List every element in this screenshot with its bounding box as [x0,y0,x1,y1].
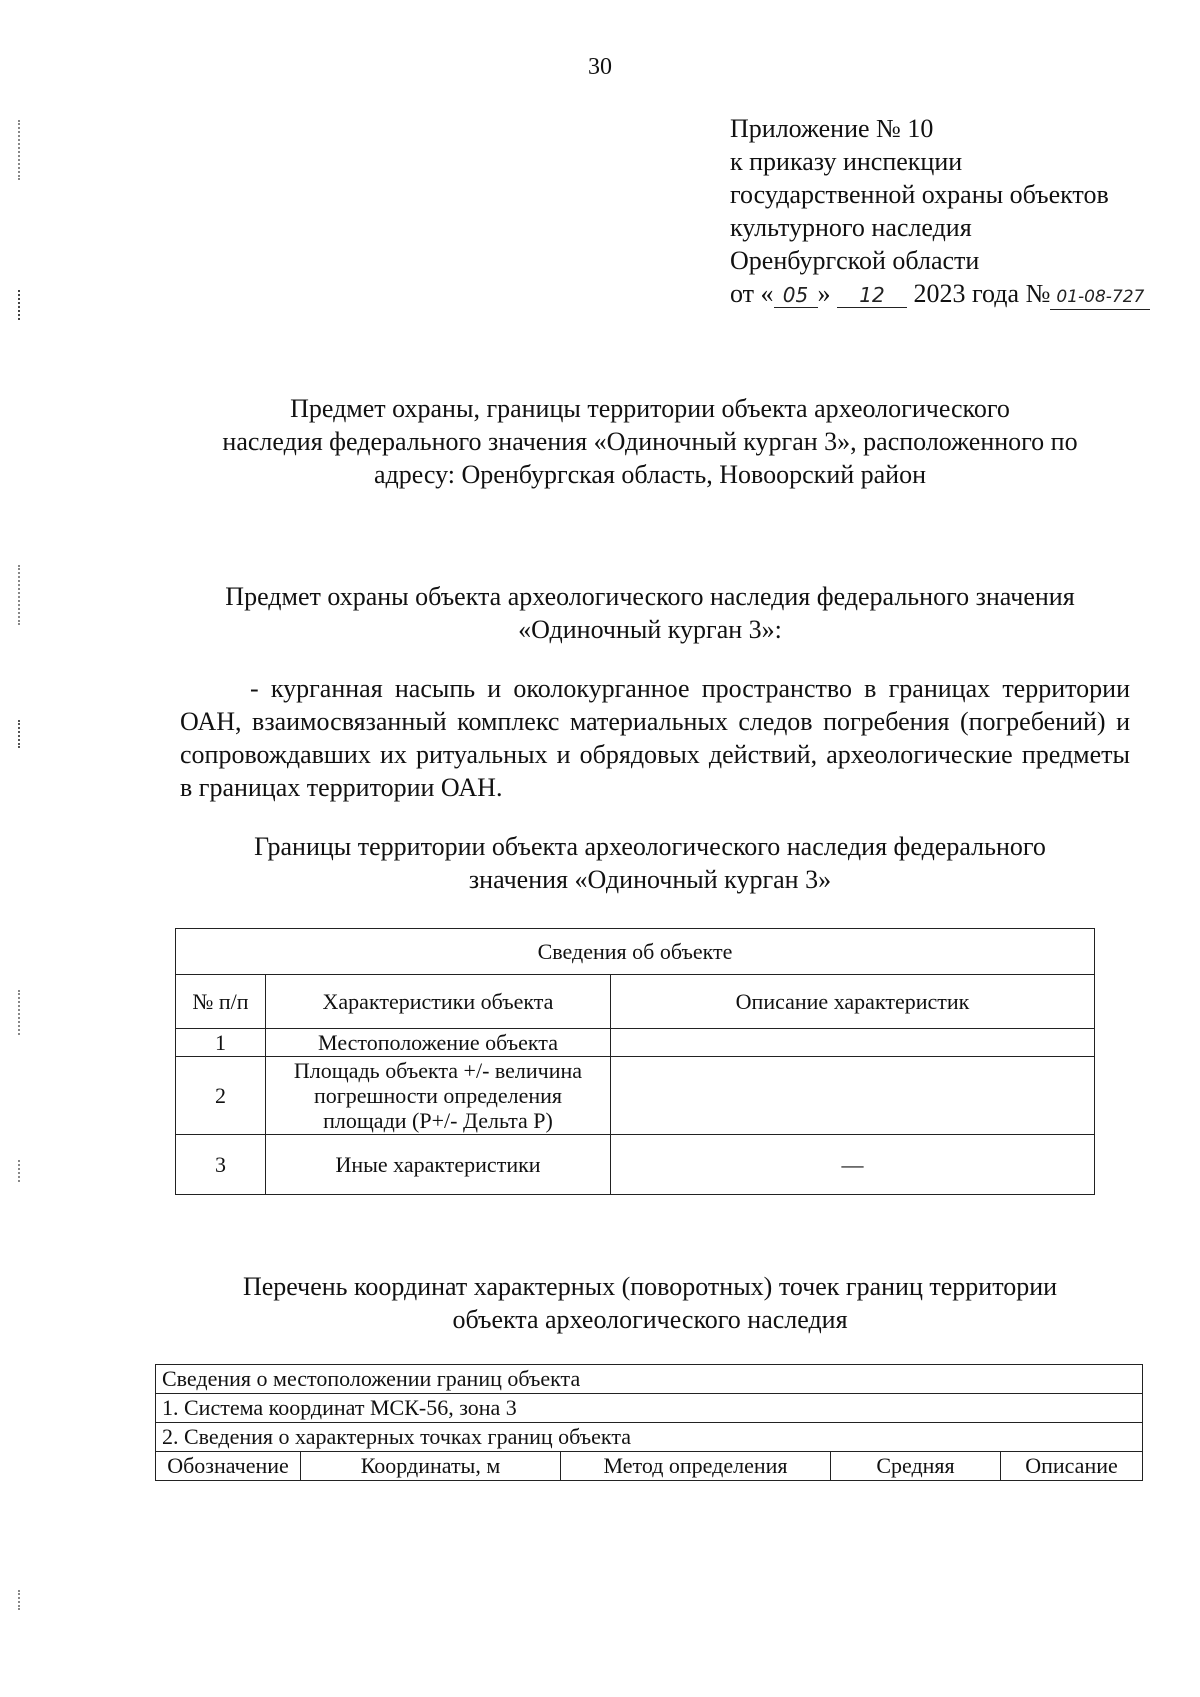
table-row [176,1135,1095,1195]
header-description: Описание характеристик [611,975,1095,1029]
handwritten-month: 12 [837,283,907,308]
handwritten-day: 05 [774,283,818,308]
order-date-line [730,277,1150,310]
date-year: 2023 года № [913,279,1051,308]
appendix-line-2: к приказу инспекции [730,147,963,176]
main-title-line-3: адресу: Оренбургская область, Новоорский район [373,460,927,489]
page-number: 30 [588,54,612,80]
row-desc [611,1029,1095,1057]
row-name: Местоположение объекта [266,1029,611,1057]
coordinates-table [155,1364,1143,1481]
row-desc: — [611,1135,1095,1195]
main-title-line-2: наследия федерального значения «Одиночный курган 3», расположенного по [222,427,1078,456]
handwritten-order-number: 01-08-727 [1050,285,1150,310]
coords-heading-line-2: объекта археологического наследия [452,1305,848,1334]
header-num: № п/п [176,975,266,1029]
row-name: Площадь объекта +/- величина погрешности определения площади (Р+/- Дельта Р) [266,1057,611,1135]
object-info-table [175,928,1095,1195]
appendix-block [730,112,1150,310]
appendix-line-3: государственной охраны объектов [730,180,1109,209]
table-row [176,1057,1095,1135]
scan-margin-marks [18,0,38,1697]
row-num: 3 [176,1135,266,1195]
appendix-line-4: культурного наследия [730,213,972,242]
coords-header-method: Метод определения [561,1452,831,1481]
coords-heading-line-1: Перечень координат характерных (поворотных) точек границ территории [242,1272,1058,1301]
boundaries-heading [160,830,1140,896]
appendix-line-5: Оренбургской области [730,246,980,275]
subject-heading-line-1: Предмет охраны объекта археологического наследия федерального значения [225,582,1075,611]
subject-text: - курганная насыпь и околокурганное пространство в границах территории ОАН, взаимосвязанный комплекс материальных следов погребения (погребений) и сопровождавших их ритуальных и обрядовых действий, археологические предметы в границах территории ОАН. [180,674,1130,802]
table-row [176,1029,1095,1057]
coords-header-description: Описание [1001,1452,1143,1481]
boundaries-heading-line-1: Границы территории объекта археологического наследия федерального [254,832,1046,861]
row-num: 2 [176,1057,266,1135]
appendix-line-1: Приложение № 10 [730,114,934,143]
main-title [160,392,1140,491]
boundaries-heading-line-2: значения «Одиночный курган 3» [468,865,832,894]
main-title-line-1: Предмет охраны, границы территории объекта археологического [290,394,1010,423]
row-num: 1 [176,1029,266,1057]
coords-row-location: Сведения о местоположении границ объекта [156,1365,1143,1394]
coords-row-system: 1. Система координат МСК-56, зона 3 [156,1394,1143,1423]
coords-row-points: 2. Сведения о характерных точках границ объекта [156,1423,1143,1452]
row-name: Иные характеристики [266,1135,611,1195]
date-prefix: от « [730,279,774,308]
subject-heading-line-2: «Одиночный курган 3»: [518,615,782,644]
object-table-title: Сведения об объекте [176,929,1095,975]
header-characteristics: Характеристики объекта [266,975,611,1029]
coords-header-coordinates: Координаты, м [301,1452,561,1481]
coords-header-mean: Средняя [831,1452,1001,1481]
date-mid: » [817,279,831,308]
subject-heading [160,580,1140,646]
row-desc [611,1057,1095,1135]
coords-header-designation: Обозначение [156,1452,301,1481]
coords-heading [160,1270,1140,1336]
